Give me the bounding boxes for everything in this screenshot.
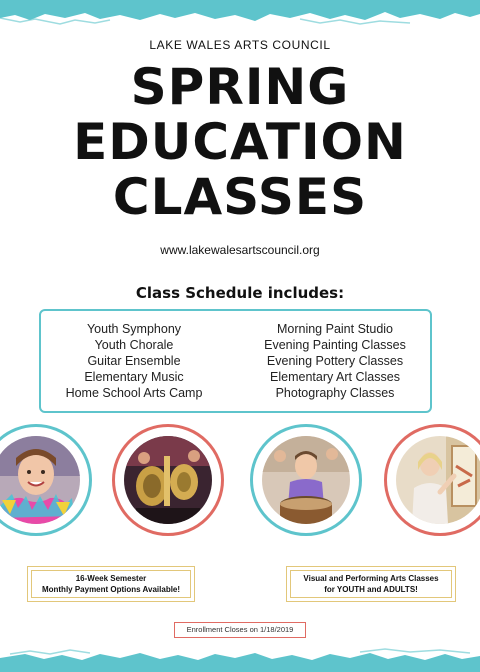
note-line: Monthly Payment Options Available! [41, 585, 181, 594]
schedule-box [39, 309, 432, 413]
note-line: 16-Week Semester [75, 574, 147, 583]
list-item: Photography Classes [275, 386, 395, 400]
list-item: Evening Pottery Classes [266, 354, 404, 368]
bottom-brush-stroke [0, 648, 480, 672]
brass-instruments-image [124, 436, 212, 524]
list-item: Morning Paint Studio [276, 322, 394, 336]
title-line-3: CLASSES [112, 168, 368, 226]
list-item: Youth Symphony [86, 322, 182, 336]
photo-painter [384, 424, 480, 536]
list-item: Elementary Music [84, 370, 184, 384]
boy-drumming-image [262, 436, 350, 524]
title-line-1: SPRING [130, 58, 350, 116]
semester-note [27, 566, 195, 602]
note-line: for YOUTH and ADULTS! [324, 585, 418, 594]
photo-row [0, 424, 480, 538]
list-item: Guitar Ensemble [87, 354, 181, 368]
note-line: Visual and Performing Arts Classes [303, 574, 439, 583]
list-item: Home School Arts Camp [65, 386, 203, 400]
website-link[interactable]: www.lakewalesartscouncil.org [160, 243, 320, 257]
woman-painting-image [396, 436, 480, 524]
schedule-list-music [45, 321, 223, 401]
schedule-heading: Class Schedule includes: [135, 284, 345, 302]
list-item: Elementary Art Classes [270, 370, 400, 384]
photo-boy-drums [250, 424, 362, 536]
photo-child-feathers [0, 424, 92, 536]
organization-name: LAKE WALES ARTS COUNCIL [149, 38, 331, 52]
title-line-2: EDUCATION [73, 113, 407, 171]
top-brush-stroke [0, 0, 480, 28]
list-item: Evening Painting Classes [264, 338, 406, 352]
schedule-list-visual [237, 321, 433, 401]
photo-brass-band [112, 424, 224, 536]
list-item: Youth Chorale [94, 338, 174, 352]
audience-note [286, 566, 456, 602]
enrollment-deadline: Enrollment Closes on 1/18/2019 [174, 622, 306, 638]
page-title [0, 60, 480, 225]
